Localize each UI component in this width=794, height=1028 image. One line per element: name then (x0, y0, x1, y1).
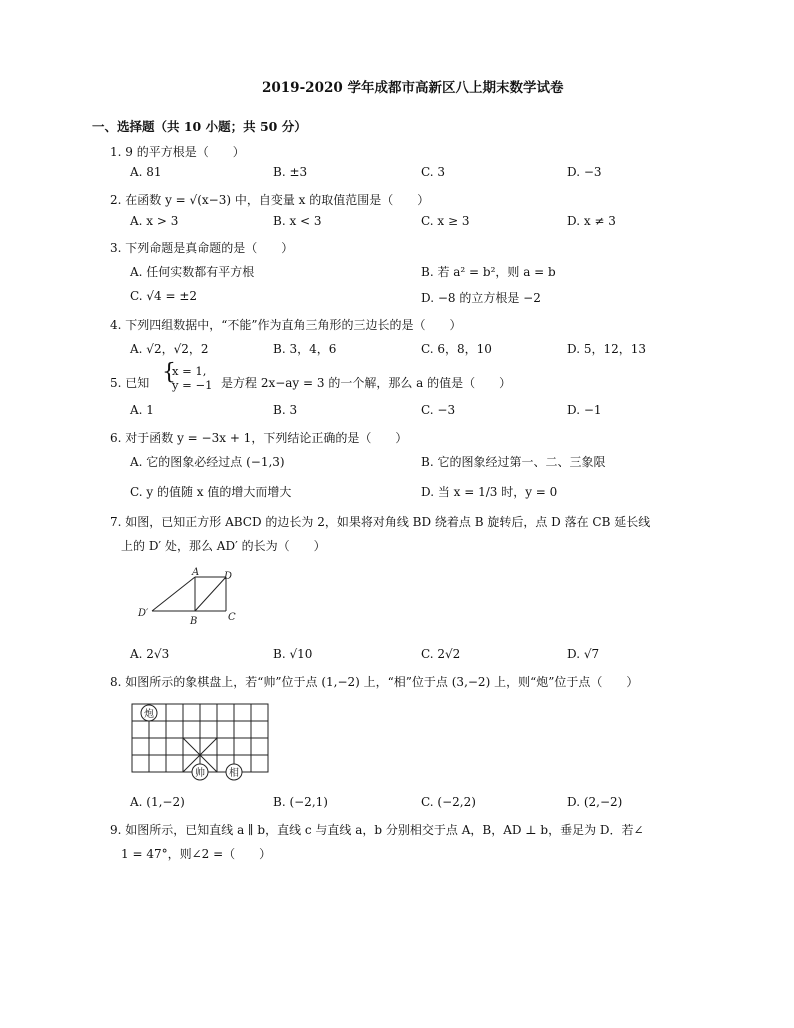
q5-option-d: D. −1 (567, 403, 602, 417)
label-c: C (228, 612, 236, 623)
question-4-stem: 4. 下列四组数据中，“不能”作为直角三角形的三边长的是（ ） (110, 318, 462, 332)
q5-option-a: A. 1 (130, 403, 154, 417)
q5-option-c: C. −3 (421, 403, 456, 417)
q6-option-b: B. 它的图象经过第一、二、三象限 (421, 455, 606, 469)
q2-option-a: A. x > 3 (130, 214, 179, 228)
q6-option-d: D. 当 x = 1/3 时，y = 0 (421, 485, 558, 499)
q4-option-c: C. 6，8，10 (421, 342, 492, 356)
shuai-piece (192, 764, 208, 780)
q7-option-b: B. √10 (273, 647, 313, 661)
xiang-piece (226, 764, 242, 780)
q5-option-b: B. 3 (273, 403, 298, 417)
q2-option-d: D. x ≠ 3 (567, 214, 616, 228)
q4-option-a: A. √2，√2，2 (130, 342, 209, 356)
q3-option-b: B. 若 a² = b²，则 a = b (421, 265, 556, 279)
q4-option-b: B. 3，4，6 (273, 342, 337, 356)
q2-option-b: B. x < 3 (273, 214, 322, 228)
q6-option-c: C. y 的值随 x 值的增大而增大 (130, 485, 292, 499)
system-brace: { (162, 360, 176, 385)
question-7-stem: 7. 如图，已知正方形 ABCD 的边长为 2，如果将对角线 BD 绕着点 B 旋转后，点 D 落在 CB 延长线 (110, 515, 651, 529)
q1-option-c: C. 3 (421, 165, 446, 179)
question-2-stem: 2. 在函数 y = √(x−3) 中，自变量 x 的取值范围是（ ） (110, 193, 430, 207)
xiang-label: 相 (229, 768, 239, 779)
q7-option-c: C. 2√2 (421, 647, 461, 661)
shuai-label: 帅 (195, 768, 205, 779)
q8-option-c: C. (−2,2) (421, 795, 476, 809)
q8-option-a: A. (1,−2) (130, 795, 185, 809)
q1-option-a: A. 81 (130, 165, 162, 179)
q7-option-d: D. √7 (567, 647, 600, 661)
label-a: A (192, 567, 200, 578)
q2-option-c: C. x ≥ 3 (421, 214, 470, 228)
label-dprime: D′ (138, 608, 149, 619)
pao-piece (141, 705, 157, 721)
chess-board-figure (128, 700, 274, 782)
q7-option-a: A. 2√3 (130, 647, 170, 661)
q3-option-c: C. √4 = ±2 (130, 289, 198, 303)
q3-option-a: A. 任何实数都有平方根 (130, 265, 255, 279)
segment-dprime-a (152, 577, 195, 611)
square-rotation-figure (132, 566, 242, 628)
q5-system-eq2: y = −1 (172, 378, 213, 392)
question-9-stem-cont: 1 = 47°，则∠2 =（ ） (121, 847, 272, 861)
q6-option-a: A. 它的图象必经过点 (−1,3) (130, 455, 285, 469)
page-title: 2019-2020 学年成都市高新区八上期末数学试卷 (262, 80, 564, 96)
question-9-stem: 9. 如图所示，已知直线 a ∥ b，直线 c 与直线 a，b 分别相交于点 A，B，AD ⊥ b，垂足为 D．若∠ (110, 823, 644, 837)
question-8-stem: 8. 如图所示的象棋盘上，若“帅”位于点 (1,−2) 上，“相”位于点 (3,−2) 上，则“炮”位于点（ ） (110, 675, 639, 689)
pao-label: 炮 (144, 709, 154, 720)
label-b: B (190, 616, 198, 627)
question-5-suffix: 是方程 2x−ay = 3 的一个解，那么 a 的值是（ ） (221, 376, 512, 390)
question-6-stem: 6. 对于函数 y = −3x + 1，下列结论正确的是（ ） (110, 431, 408, 445)
question-5-prefix: 5. 已知 (110, 376, 150, 390)
question-7-stem-cont: 上的 D′ 处，那么 AD′ 的长为（ ） (121, 539, 326, 553)
q3-option-d: D. −8 的立方根是 −2 (421, 291, 541, 305)
question-1-stem: 1. 9 的平方根是（ ） (110, 145, 245, 159)
q1-option-b: B. ±3 (273, 165, 308, 179)
label-d: D (224, 571, 233, 582)
section-heading: 一、选择题（共 10 小题；共 50 分） (92, 119, 307, 134)
q8-option-b: B. (−2,1) (273, 795, 328, 809)
question-3-stem: 3. 下列命题是真命题的是（ ） (110, 241, 294, 255)
q1-option-d: D. −3 (567, 165, 602, 179)
q4-option-d: D. 5，12，13 (567, 342, 646, 356)
q5-system-eq1: x = 1, (172, 364, 207, 378)
diagonal-bd (195, 577, 226, 611)
q8-option-d: D. (2,−2) (567, 795, 623, 809)
